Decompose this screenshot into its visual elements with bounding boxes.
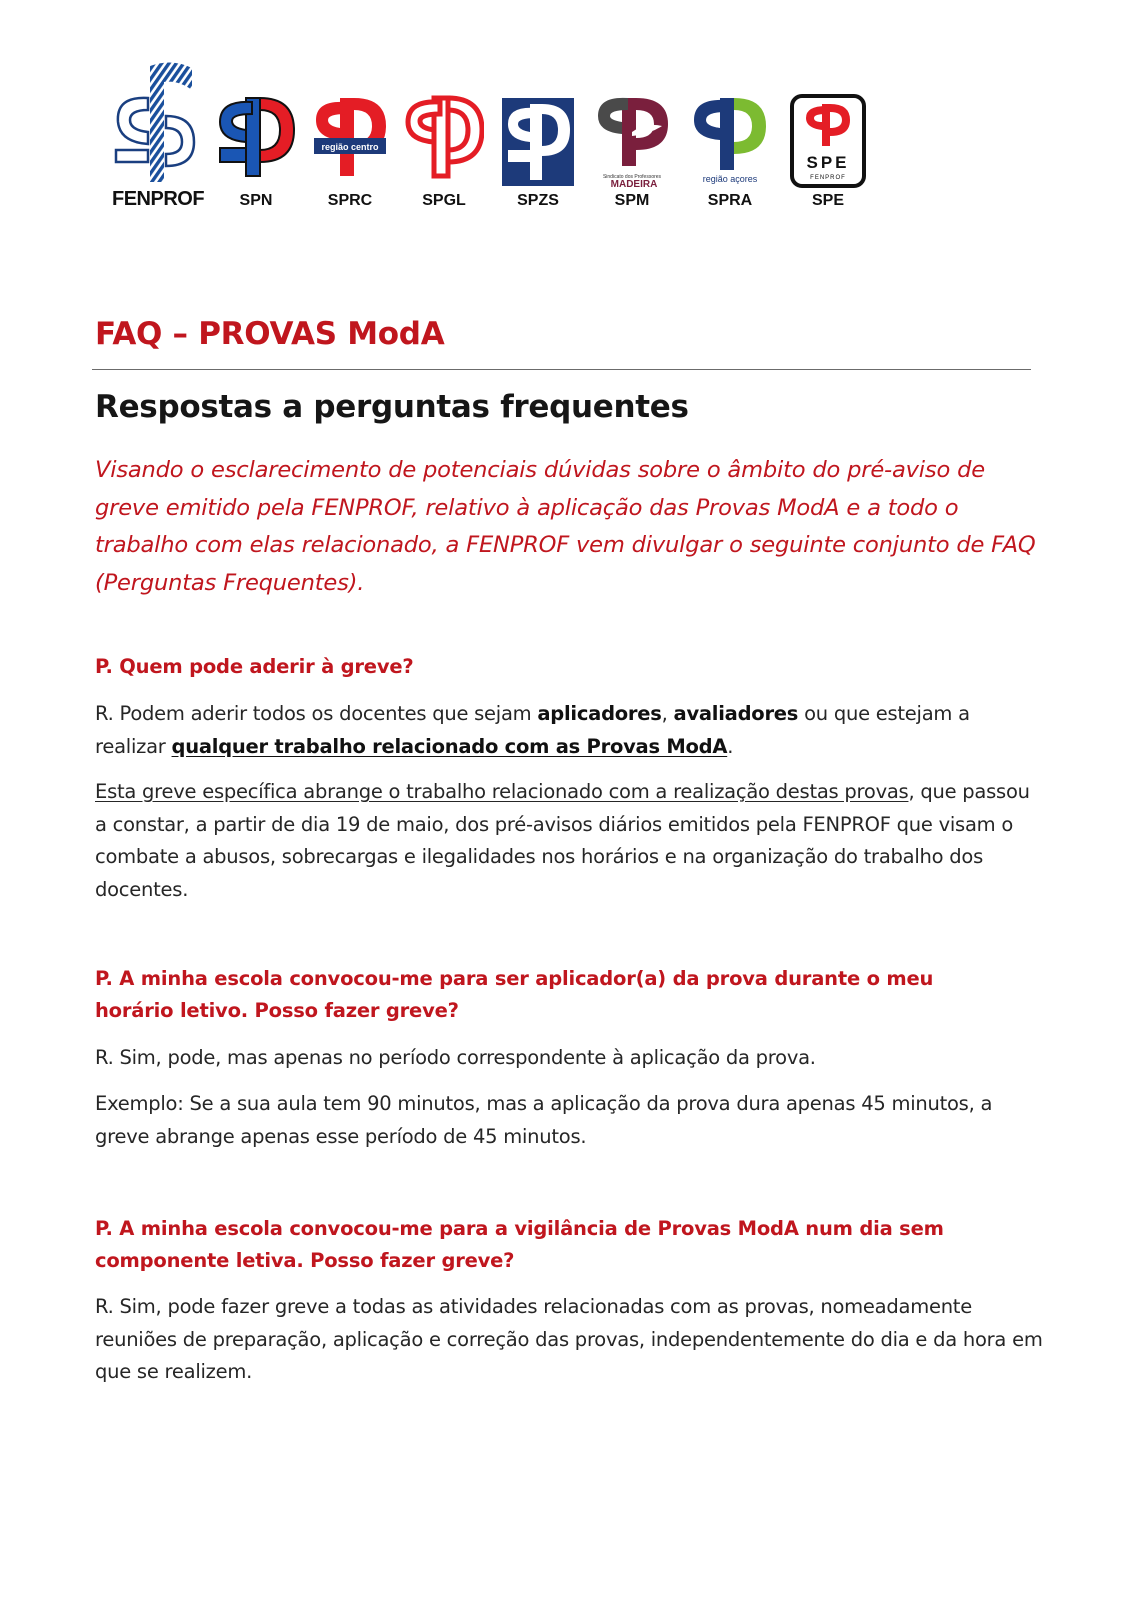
faq-question: P. Quem pode aderir à greve? <box>95 655 414 678</box>
spn-logo-label: SPN <box>239 192 273 209</box>
spe-logo <box>788 58 868 218</box>
faq-answer <box>95 698 1045 763</box>
spe-logo-label: SPE <box>811 192 844 209</box>
underlined-bold-phrase: qualquer trabalho relacionado com as Provas ModA <box>171 734 728 758</box>
spgl-logo <box>404 58 484 218</box>
fenprof-logo-label: FENPROF <box>112 188 205 210</box>
faq-answer: R. Sim, pode, mas apenas no período correspondente à aplicação da prova. <box>95 1046 816 1069</box>
document-title: FAQ – PROVAS ModA <box>95 316 445 352</box>
title-divider <box>92 369 1031 370</box>
spm-logo <box>592 58 672 218</box>
intro-paragraph: Visando o esclarecimento de potenciais dúvidas sobre o âmbito do pré-aviso de greve emitido pela FENPROF, relativo à aplicação das Provas ModA e a todo o trabalho com elas relacionado, a FENPROF vem divulgar o seguinte conjunto de FAQ (Perguntas Frequentes). <box>95 457 1036 596</box>
answer-text: , <box>661 702 674 725</box>
sprc-logo <box>310 58 390 218</box>
note-text: , que passou a constar, a partir de dia 19 de maio, dos pré-avisos diários emitidos pela FENPROF que visam o combate a abusos, sobrecargas e ilegalidades nos horários e na organização do trabalho dos docentes. <box>95 780 1030 901</box>
spra-logo-label: SPRA <box>707 192 753 209</box>
spra-logo-mark: região açores <box>702 174 758 184</box>
bold-term-evaluators: avaliadores <box>673 702 799 725</box>
faq-answer: R. Sim, pode fazer greve a todas as atividades relacionadas com as provas, nomeadamente reuniões de preparação, aplicação e correção das provas, independentemente do dia e da hora em que se realizem. <box>95 1295 1043 1383</box>
spzs-logo <box>498 58 578 218</box>
spn-logo <box>216 58 296 218</box>
faq-note <box>95 776 1045 906</box>
spm-logo-label: SPM <box>614 192 650 209</box>
fenprof-logo <box>112 58 205 218</box>
spe-logo-mark-small: FENPROF <box>810 175 846 181</box>
spm-logo-mark: MADEIRA <box>610 179 658 188</box>
document-subtitle: Respostas a perguntas frequentes <box>95 389 689 425</box>
union-logos <box>112 58 892 218</box>
answer-text: ou que estejam a realizar <box>95 702 970 758</box>
answer-text: R. Podem aderir todos os docentes que sejam <box>95 702 538 725</box>
faq-example: Exemplo: Se a sua aula tem 90 minutos, mas a aplicação da prova dura apenas 45 minutos, a greve abrange apenas esse período de 45 minutos. <box>95 1092 993 1148</box>
bold-term-applicators: aplicadores <box>537 702 662 725</box>
spe-logo-mark: SPE <box>806 153 850 172</box>
underlined-phrase: Esta greve específica abrange o trabalho relacionado com a realização destas provas <box>95 780 909 803</box>
spgl-logo-label: SPGL <box>422 192 466 209</box>
spzs-logo-label: SPZS <box>517 192 559 209</box>
answer-text: . <box>727 734 734 758</box>
faq-question: P. A minha escola convocou-me para ser aplicador(a) da prova durante o meu horário letivo. Posso fazer greve? <box>95 967 934 1022</box>
faq-question: P. A minha escola convocou-me para a vigilância de Provas ModA num dia sem componente letiva. Posso fazer greve? <box>95 1217 944 1272</box>
sprc-logo-mark: região centro <box>321 142 379 152</box>
spm-logo-mark-small: Sindicato dos Professores <box>602 174 662 180</box>
spra-logo <box>690 58 770 218</box>
sprc-logo-label: SPRC <box>327 192 373 209</box>
